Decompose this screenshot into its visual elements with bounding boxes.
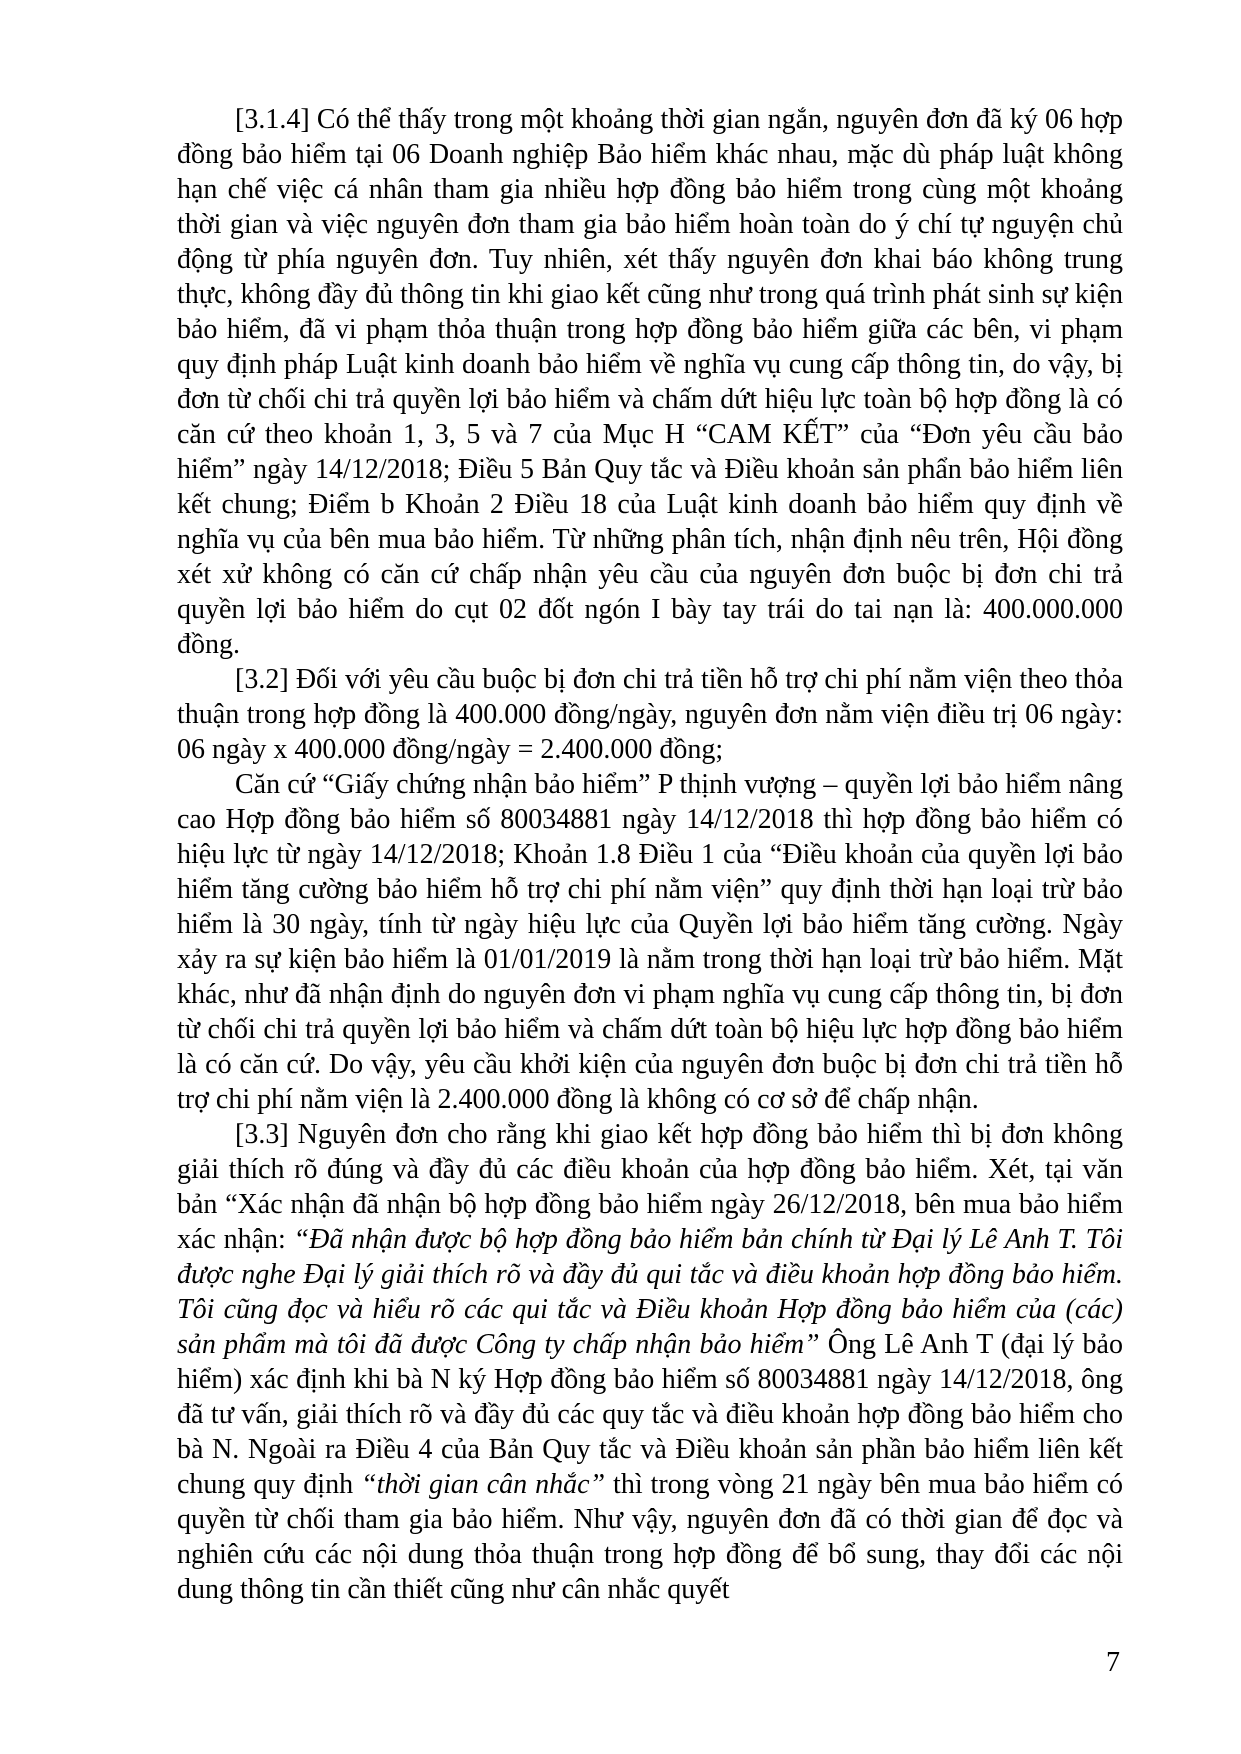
body-text: [3.3] Nguyên đơn cho rằng khi giao kết hợp đồng bảo hiểm thì bị đơn không giải thích rõ đúng và đầy đủ các điều khoản của hợp đồng bảo hiểm. Xét, tại văn bản “Xác nhận đã nhận bộ hợp đồng bảo hiểm ngày 26/12/2018, bên mua bảo hiểm xác nhận: [177, 1119, 1123, 1255]
paragraph-3-2 [177, 662, 1123, 767]
body-text: Ông Lê Anh T (đại lý bảo hiểm) xác định khi bà N ký Hợp đồng bảo hiểm số 80034881 ngày 14/12/2018, ông đã tư vấn, giải thích rõ và đầy đủ các quy tắc và điều khoản hợp đồng bảo hiểm cho bà N. Ngoài ra Điều 4 của Bản Quy tắc và Điều khoản sản phần bảo hiểm liên kết chung quy định [177, 1329, 1123, 1500]
body-text: [3.1.4] Có thể thấy trong một khoảng thời gian ngắn, nguyên đơn đã ký 06 hợp đồng bảo hiểm tại 06 Doanh nghiệp Bảo hiểm khác nhau, mặc dù pháp luật không hạn chế việc cá nhân tham gia nhiều hợp đồng bảo hiểm trong cùng một khoảng thời gian và việc nguyên đơn tham gia bảo hiểm hoàn toàn do ý chí tự nguyện chủ động từ phía nguyên đơn. Tuy nhiên, xét thấy nguyên đơn khai báo không trung thực, không đầy đủ thông tin khi giao kết cũng như trong quá trình phát sinh sự kiện bảo hiểm, đã vi phạm thỏa thuận trong hợp đồng bảo hiểm giữa các bên, vi phạm quy định pháp Luật kinh doanh bảo hiểm về nghĩa vụ cung cấp thông tin, do vậy, bị đơn từ chối chi trả quyền lợi bảo hiểm và chấm dứt hiệu lực toàn bộ hợp đồng là có căn cứ theo khoản 1, 3, 5 và 7 của Mục H “CAM KẾT” của “Đơn yêu cầu bảo hiểm” ngày 14/12/2018; Điều 5 Bản Quy tắc và Điều khoản sản phẩn bảo hiểm liên kết chung; Điểm b Khoản 2 Điều 18 của Luật kinh doanh bảo hiểm quy định về nghĩa vụ của bên mua bảo hiểm. Từ những phân tích, nhận định nêu trên, Hội đồng xét xử không có căn cứ chấp nhận yêu cầu của nguyên đơn buộc bị đơn chi trả quyền lợi bảo hiểm do cụt 02 đốt ngón I bày tay trái do tai nạn là: 400.000.000 đồng. [177, 104, 1123, 660]
paragraph-3-1-4 [177, 102, 1123, 662]
body-text: thì trong vòng 21 ngày bên mua bảo hiểm có quyền từ chối tham gia bảo hiểm. Như vậy, nguyên đơn đã có thời gian để đọc và nghiên cứu các nội dung thỏa thuận trong hợp đồng để bổ sung, thay đổi các nội dung thông tin cần thiết cũng như cân nhắc quyết [177, 1469, 1124, 1605]
paragraph-3-3 [177, 1117, 1123, 1607]
quoted-italic-text: “Đã nhận được bộ hợp đồng bảo hiểm bản chính từ Đại lý Lê Anh T. Tôi được nghe Đại lý giải thích rõ và đầy đủ qui tắc và điều khoản hợp đồng bảo hiểm. Tôi cũng đọc và hiểu rõ các qui tắc và Điều khoản Hợp đồng bảo hiểm của (các) sản phẩm mà tôi đã được Công ty chấp nhận bảo hiểm” [177, 1224, 1123, 1360]
body-text: Căn cứ “Giấy chứng nhận bảo hiểm” P thịnh vượng – quyền lợi bảo hiểm nâng cao Hợp đồng bảo hiểm số 80034881 ngày 14/12/2018 thì hợp đồng bảo hiểm có hiệu lực từ ngày 14/12/2018; Khoản 1.8 Điều 1 của “Điều khoản của quyền lợi bảo hiểm tăng cường bảo hiểm hỗ trợ chi phí nằm viện” quy định thời hạn loại trừ bảo hiểm là 30 ngày, tính từ ngày hiệu lực của Quyền lợi bảo hiểm tăng cường. Ngày xảy ra sự kiện bảo hiểm là 01/01/2019 là nằm trong thời hạn loại trừ bảo hiểm. Mặt khác, như đã nhận định do nguyên đơn vi phạm nghĩa vụ cung cấp thông tin, bị đơn từ chối chi trả quyền lợi bảo hiểm và chấm dứt toàn bộ hiệu lực hợp đồng bảo hiểm là có căn cứ. Do vậy, yêu cầu khởi kiện của nguyên đơn buộc bị đơn chi trả tiền hỗ trợ chi phí nằm viện là 2.400.000 đồng là không có cơ sở để chấp nhận. [177, 769, 1123, 1115]
paragraph-can-cu [177, 767, 1123, 1117]
judgment-text [177, 102, 1123, 1607]
body-text: [3.2] Đối với yêu cầu buộc bị đơn chi trả tiền hỗ trợ chi phí nằm viện theo thỏa thuận trong hợp đồng là 400.000 đồng/ngày, nguyên đơn nằm viện điều trị 06 ngày: 06 ngày x 400.000 đồng/ngày = 2.400.000 đồng; [177, 664, 1123, 765]
page-number: 7 [1106, 1647, 1120, 1678]
quoted-italic-text: “thời gian cân nhắc” [361, 1469, 606, 1500]
